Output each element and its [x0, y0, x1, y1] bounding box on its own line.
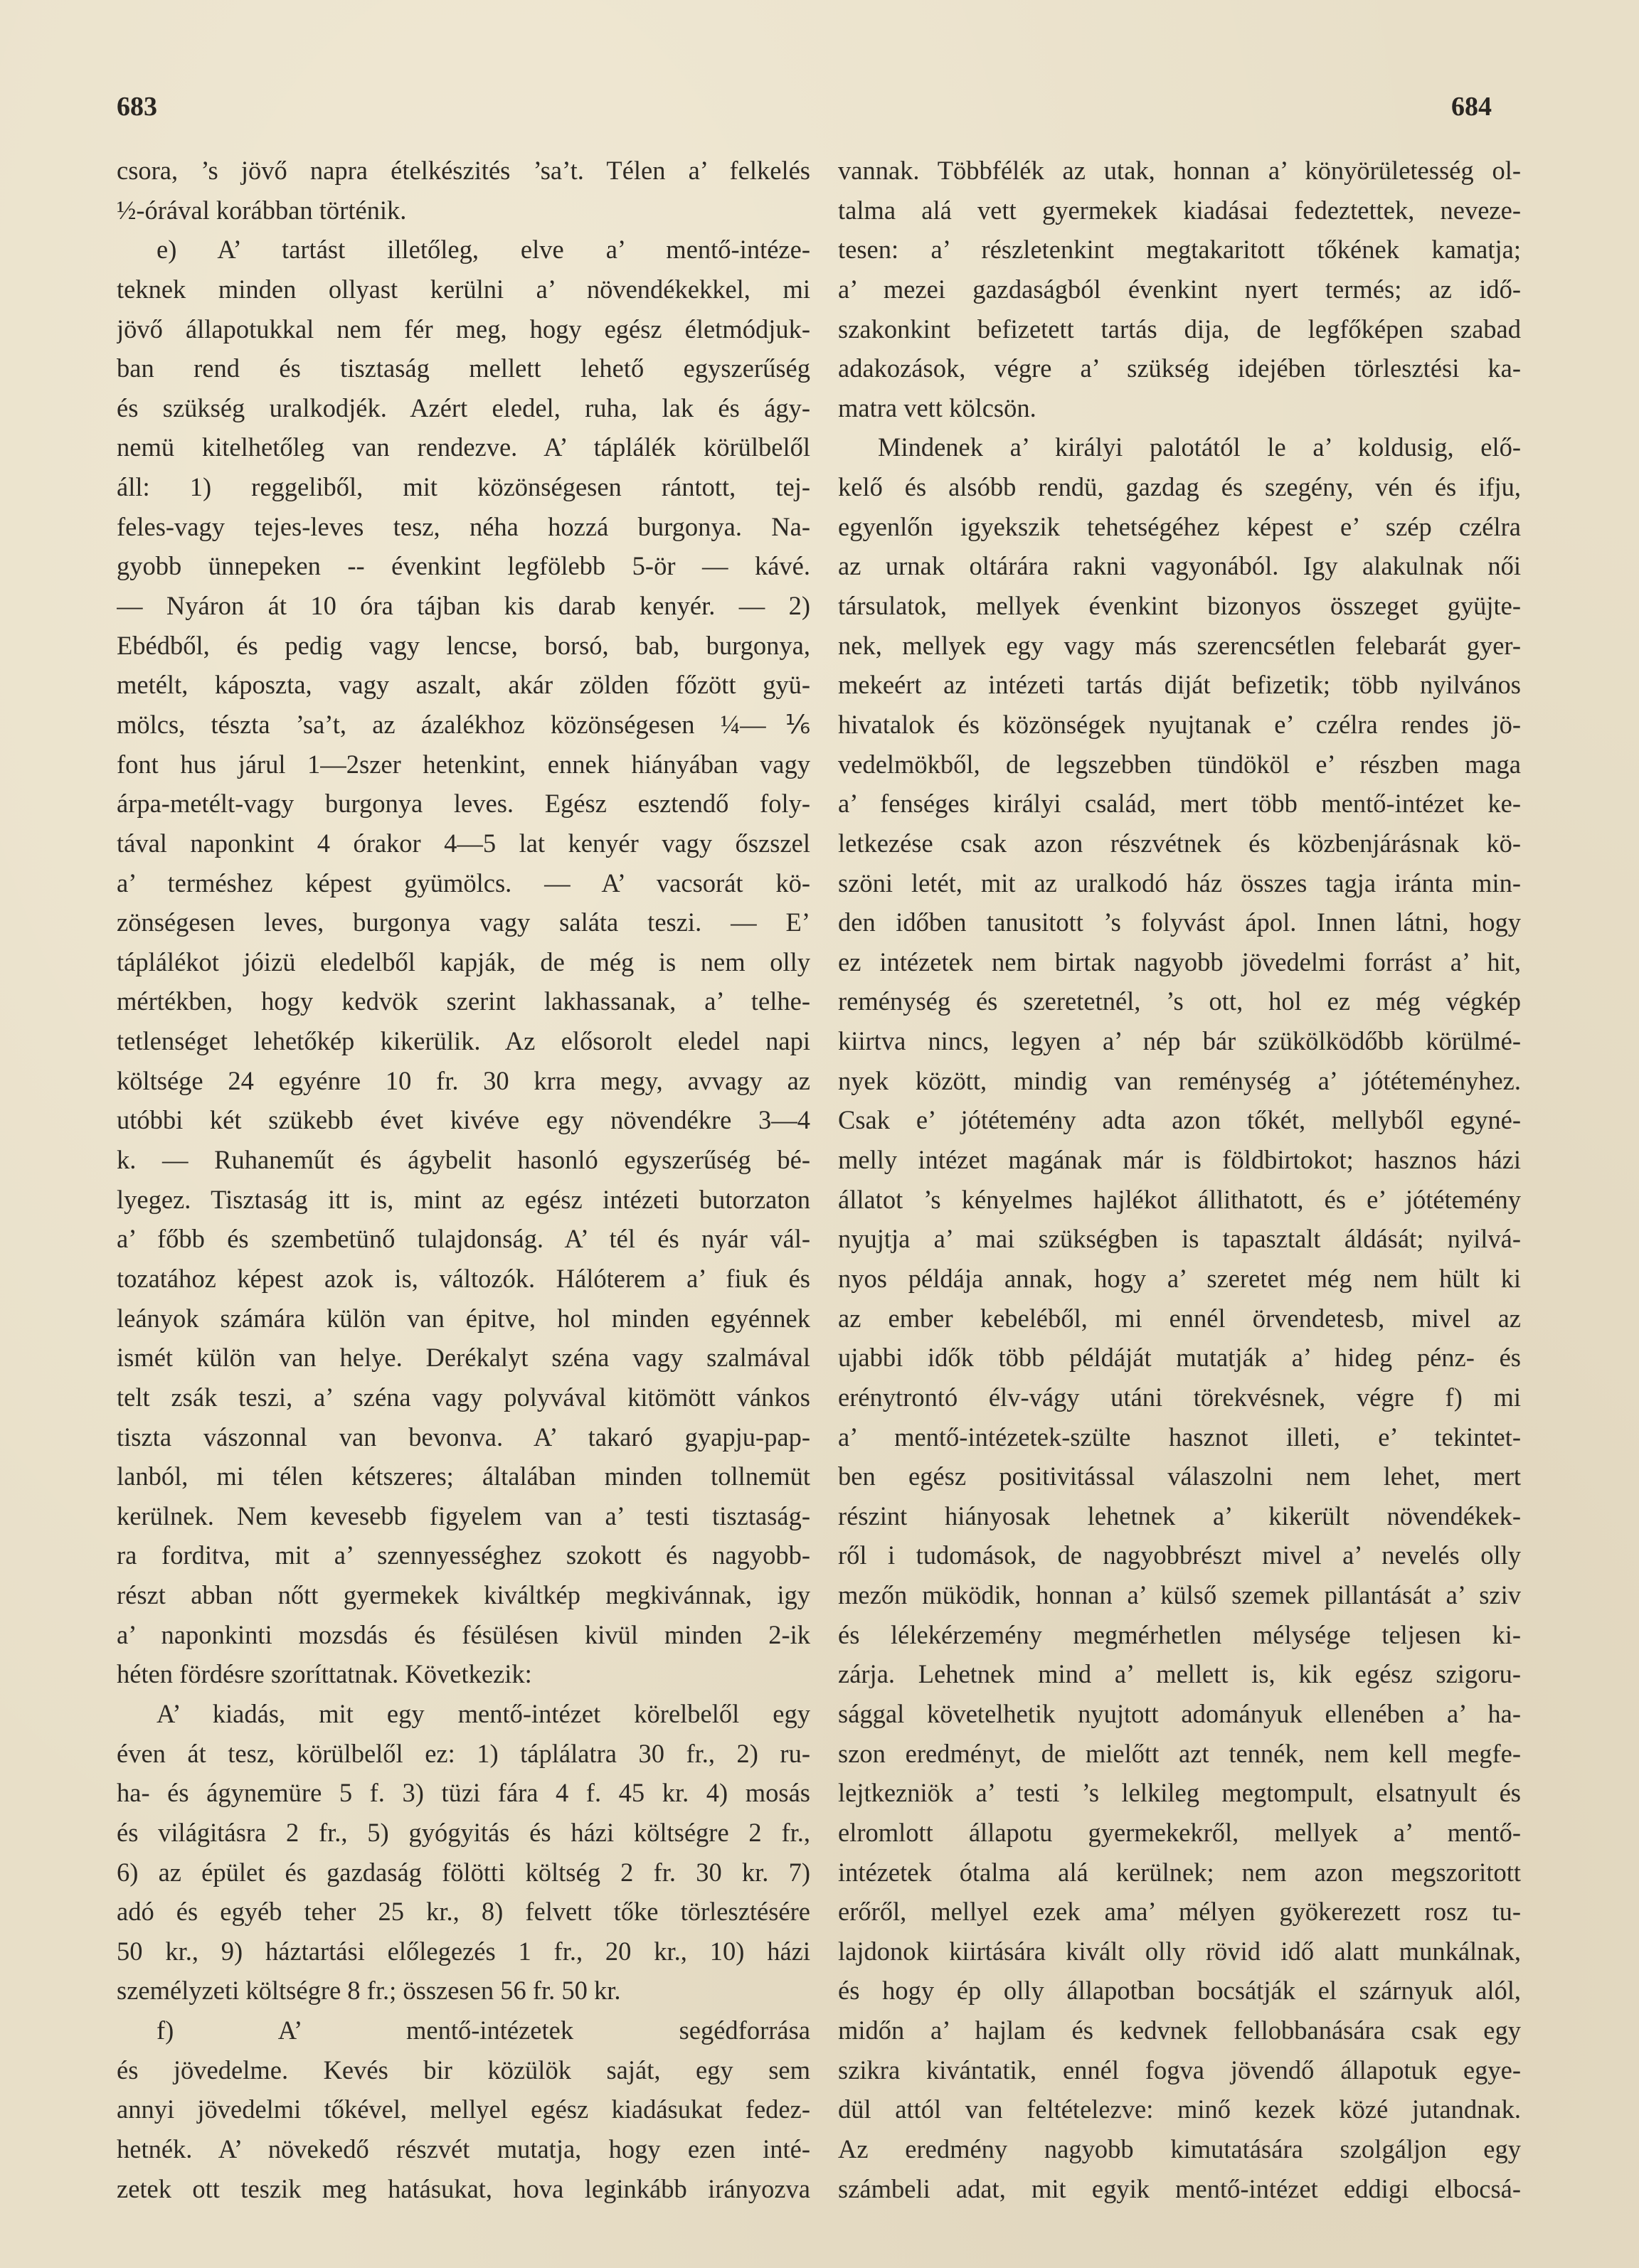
text-line: mölcs, tészta ’sa’t, az ázalékhoz közönségesen ¼—⅙ [117, 709, 810, 739]
text-line: intézetek ótalma alá kerülnek; nem azon megszoritott [838, 1857, 1521, 1887]
text-line: egyenlőn igyekszik tehetségéhez képest e’ szép czélra [838, 511, 1521, 541]
text-line: táplálékot jóizü eledelből kapják, de még is nem olly [117, 947, 810, 976]
text-line: ½-órával korábban történik. [117, 195, 407, 225]
text-line: áll: 1) reggeliből, mit közönségesen rántott, tej- [117, 472, 810, 502]
text-line: és lélekérzemény megmérhetlen mélysége teljesen ki- [838, 1619, 1521, 1649]
text-line: nek, mellyek egy vagy más szerencsétlen felebarát gyer- [838, 630, 1521, 660]
text-line: lyegez. Tisztaság itt is, mint az egész intézeti butorzaton [117, 1184, 810, 1214]
text-line: személyzeti költségre 8 fr.; összesen 56 fr. 50 kr. [117, 1976, 621, 2006]
text-line: Mindenek a’ királyi palotától le a’ koldusig, elő- [878, 432, 1521, 462]
text-line: feles-vagy tejes-leves tesz, néha hozzá burgonya. Na- [117, 511, 810, 541]
text-line: metélt, káposzta, vagy aszalt, akár zölden főzött gyü- [117, 670, 810, 700]
text-line: Az eredmény nagyobb kimutatására szolgáljon egy [838, 2134, 1521, 2164]
text-line: a’ naponkinti mozsdás és fésülésen kivül minden 2-ik [117, 1619, 810, 1649]
text-line: szakonkint befizetett tartás dija, de legfőképen szabad [838, 314, 1521, 344]
page-number-left: 683 [117, 92, 157, 122]
text-line: a’ főbb és szembetünő tulajdonság. A’ tél és nyár vál- [117, 1224, 810, 1254]
text-line: lanból, mi télen kétszeres; általában minden tollnemüt [117, 1462, 810, 1491]
text-line: állatot ’s kényelmes hajlékot állithatott, és e’ jótétemény [838, 1184, 1521, 1214]
text-line: melly intézet magának már is földbirtokot; hasznos házi [838, 1145, 1521, 1175]
text-line: ez intézetek nem birtak nagyobb jövedelmi forrást a’ hit, [838, 947, 1521, 976]
text-line: k. — Ruhaneműt és ágybelit hasonló egyszerűség bé- [117, 1145, 810, 1175]
text-line: a’ fenséges királyi család, mert több mentő-intézet ke- [838, 789, 1521, 819]
text-line: A’ kiadás, mit egy mentő-intézet körelbelől egy [157, 1698, 810, 1728]
text-line: csora, ’s jövő napra ételkészités ’sa’t. Télen a’ felkelés [117, 156, 810, 185]
text-line: a’ terméshez képest gyümölcs. — A’ vacsorát kö- [117, 868, 810, 898]
text-line: ujabbi idők több példáját mutatják a’ hideg pénz- és [838, 1343, 1521, 1373]
text-line: adakozások, végre a’ szükség idejében törlesztési ka- [838, 353, 1521, 383]
text-line: talma alá vett gyermekek kiadásai fedeztettek, neveze- [838, 195, 1521, 225]
text-line: den időben tanusitott ’s folyvást ápol. Innen látni, hogy [838, 907, 1521, 937]
text-line: társulatok, mellyek évenkint bizonyos összeget gyüjte- [838, 591, 1521, 621]
text-line: Csak e’ jótétemény adta azon tőkét, mellyből egyné- [838, 1105, 1521, 1135]
text-line: szöni letét, mit az uralkodó ház összes tagja iránta min- [838, 868, 1521, 898]
text-line: éven át tesz, körülbelől ez: 1) táplálatra 30 fr., 2) ru- [117, 1738, 810, 1768]
text-line: dül attól van feltételezve: minő kezek közé jutandnak. [838, 2094, 1521, 2124]
text-line: jövő állapotukkal nem fér meg, hogy egész életmódjuk- [117, 314, 810, 344]
text-line: tával naponkint 4 órakor 4—5 lat kenyér vagy őszszel [117, 828, 810, 858]
text-line: 6) az épület és gazdaság fölötti költség 2 fr. 30 kr. 7) [117, 1857, 810, 1887]
text-line: és szükség uralkodjék. Azért eledel, ruha, lak és ágy- [117, 393, 810, 422]
text-line: erőről, mellyel ezek ama’ mélyen gyökerezett rosz tu- [838, 1897, 1521, 1927]
text-line: sággal követelhetik nyujtott adományuk ellenében a’ ha- [838, 1698, 1521, 1728]
text-line: kelő és alsóbb rendü, gazdag és szegény, vén és ifju, [838, 472, 1521, 502]
text-line: szon eredményt, de mielőtt azt tennék, nem kell megfe- [838, 1738, 1521, 1768]
text-line: és hogy ép olly állapotban bocsátják el szárnyuk alól, [838, 1976, 1521, 2006]
text-line: a’ mezei gazdaságból évenkint nyert termés; az idő- [838, 274, 1521, 304]
text-line: mekeért az intézeti tartás diját befizetik; több nyilvános [838, 670, 1521, 700]
text-line: teknek minden ollyast kerülni a’ növendékekkel, mi [117, 274, 810, 304]
text-line: erénytrontó élv-vágy utáni törekvésnek, végre f) mi [838, 1382, 1521, 1412]
text-line: az ember kebeléből, mi ennél örvendetesb, mivel az [838, 1303, 1521, 1333]
left-text-column [117, 151, 810, 2208]
text-line: kerülnek. Nem kevesebb figyelem van a’ testi tisztaság- [117, 1501, 810, 1530]
page-number-right: 684 [1451, 92, 1492, 122]
text-line: árpa-metélt-vagy burgonya leves. Egész esztendő foly- [117, 789, 810, 819]
text-line: és jövedelme. Kevés bir közülök saját, egy sem [117, 2055, 810, 2085]
text-line: nyos példája annak, hogy a’ szeretet még nem hült ki [838, 1263, 1521, 1293]
text-line: mezőn müködik, honnan a’ külső szemek pillantását a’ sziv [838, 1580, 1521, 1610]
text-line: ra forditva, mit a’ szennyességhez szokott és nagyobb- [117, 1540, 810, 1570]
text-line: annyi jövedelmi tőkével, mellyel egész kiadásukat fedez- [117, 2094, 810, 2124]
text-line: zetek ott teszik meg hatásukat, hova leginkább irányozva [117, 2173, 810, 2203]
text-line: nyujtja a’ mai szükségben is tapasztalt áldását; nyilvá- [838, 1224, 1521, 1254]
text-line: hetnék. A’ növekedő részvét mutatja, hogy ezen inté- [117, 2134, 810, 2164]
text-line: letkezése csak azon részvétnek és közbenjárásnak kö- [838, 828, 1521, 858]
text-line: ismét külön van helye. Derékalyt széna vagy szalmával [117, 1343, 810, 1373]
text-line: mértékben, hogy kedvök szerint lakhassanak, a’ telhe- [117, 986, 810, 1016]
text-line: nemü kitelhetőleg van rendezve. A’ táplálék körülbelől [117, 432, 810, 462]
text-line: vannak. Többfélék az utak, honnan a’ könyörületesség ol- [838, 156, 1521, 185]
text-line: lejtkezniök a’ testi ’s lelkileg megtompult, elsatnyult és [838, 1778, 1521, 1808]
text-line: szikra kivántatik, ennél fogva jövendő állapotuk egye- [838, 2055, 1521, 2085]
text-line: részt abban nőtt gyermekek kiváltkép megkivánnak, igy [117, 1580, 810, 1610]
text-line: zönségesen leves, burgonya vagy saláta teszi. — E’ [117, 907, 810, 937]
text-line: utóbbi két szükebb évet kivéve egy növendékre 3—4 [117, 1105, 810, 1135]
text-line: lajdonok kiirtására kivált olly rövid idő alatt munkálnak, [838, 1936, 1521, 1966]
right-text-column [838, 151, 1521, 2208]
text-line: vedelmökből, de legszebben tündököl e’ részben maga [838, 749, 1521, 779]
text-line: Ebédből, és pedig vagy lencse, borsó, bab, burgonya, [117, 630, 810, 660]
text-line: telt zsák teszi, a’ széna vagy polyvával kitömött vánkos [117, 1382, 810, 1412]
text-line: ben egész positivitással válaszolni nem lehet, mert [838, 1462, 1521, 1491]
text-line: midőn a’ hajlam és kedvnek fellobbanására csak egy [838, 2016, 1521, 2045]
text-line: kiirtva nincs, legyen a’ nép bár szükölködőbb körülmé- [838, 1026, 1521, 1056]
text-line: hivatalok és közönségek nyujtanak e’ czélra rendes jö- [838, 709, 1521, 739]
text-line: héten fördésre szoríttatnak. Következik: [117, 1659, 532, 1689]
text-line: zárja. Lehetnek mind a’ mellett is, kik egész szigoru- [838, 1659, 1521, 1689]
text-line: a’ mentő-intézetek-szülte hasznot illeti, e’ tekintet- [838, 1422, 1521, 1452]
text-line: tetlenséget lehetőkép kikerülik. Az elősorolt eledel napi [117, 1026, 810, 1056]
text-line: részint hiányosak lehetnek a’ kikerült növendékek- [838, 1501, 1521, 1530]
text-line: reménység és szeretetnél, ’s ott, hol ez még végkép [838, 986, 1521, 1016]
text-line: tesen: a’ részletenkint megtakaritott tőkének kamatja; [838, 235, 1521, 265]
text-line: matra vett kölcsön. [838, 393, 1036, 422]
text-line: elromlott állapotu gyermekekről, mellyek a’ mentő- [838, 1817, 1521, 1847]
text-line: adó és egyéb teher 25 kr., 8) felvett tőke törlesztésére [117, 1897, 810, 1927]
text-line: — Nyáron át 10 óra tájban kis darab kenyér. — 2) [117, 591, 810, 621]
text-line: ről i tudomások, de nagyobbrészt mivel a’ nevelés olly [838, 1540, 1521, 1570]
text-line: ban rend és tisztaság mellett lehető egyszerűség [117, 353, 810, 383]
text-line: költsége 24 egyénre 10 fr. 30 krra megy, avvagy az [117, 1065, 810, 1095]
text-line: és világitásra 2 fr., 5) gyógyitás és házi költségre 2 fr., [117, 1817, 810, 1847]
text-line: font hus járul 1—2szer hetenkint, ennek hiányában vagy [117, 749, 810, 779]
text-line: gyobb ünnepeken -- évenkint legfölebb 5-ör — kávé. [117, 551, 810, 581]
text-line: tiszta vászonnal van bevonva. A’ takaró gyapju-pap- [117, 1422, 810, 1452]
text-line: számbeli adat, mit egyik mentő-intézet eddigi elbocsá- [838, 2173, 1521, 2203]
text-line: leányok számára külön van épitve, hol minden egyénnek [117, 1303, 810, 1333]
text-line: e) A’ tartást illetőleg, elve a’ mentő-intéze- [157, 235, 810, 265]
text-line: az urnak oltárára rakni vagyonából. Igy alakulnak női [838, 551, 1521, 581]
text-line: tozatához képest azok is, változók. Hálóterem a’ fiuk és [117, 1263, 810, 1293]
text-line: 50 kr., 9) háztartási előlegezés 1 fr., 20 kr., 10) házi [117, 1936, 810, 1966]
text-line: ha- és ágynemüre 5 f. 3) tüzi fára 4 f. 45 kr. 4) mosás [117, 1778, 810, 1808]
text-line: nyek között, mindig van reménység a’ jótéteményhez. [838, 1065, 1521, 1095]
text-line: f) A’ mentő-intézetek segédforrása [157, 2016, 810, 2045]
